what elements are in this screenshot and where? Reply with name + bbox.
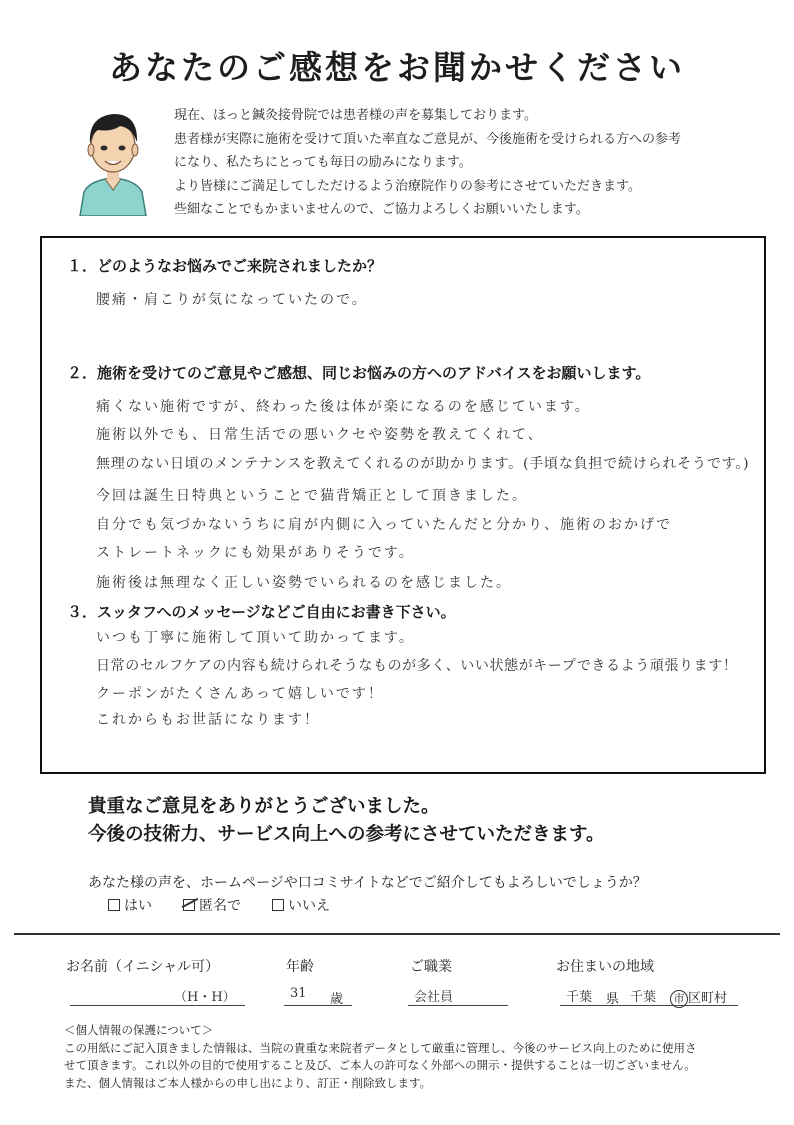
staff-portrait-illustration bbox=[72, 106, 154, 216]
intro-line: 患者様が実際に施術を受けて頂いた率直なご意見が、今後施術を受けられる方への参考 bbox=[174, 131, 682, 147]
city-unit-rest: 区町村 bbox=[688, 991, 728, 1006]
prefecture-unit: 県 bbox=[606, 992, 620, 1007]
consent-option-anonymous[interactable] bbox=[183, 895, 241, 915]
checked-checkbox-icon[interactable] bbox=[183, 899, 195, 911]
answer-2-line: 今回は誕生日特典ということで猫背矯正として頂きました。 bbox=[96, 488, 528, 504]
answer-1: 腰痛・肩こりが気になっていたので。 bbox=[96, 292, 368, 308]
consent-option-yes[interactable] bbox=[108, 895, 152, 915]
area-underline bbox=[560, 1005, 738, 1006]
name-label: お名前（イニシャル可） bbox=[66, 959, 220, 975]
privacy-line: この用紙にご記入頂きました情報は、当院の貴重な来院者データとして厳重に管理し、今後のサービス向上のために使用さ bbox=[64, 1040, 697, 1055]
answer-2-line: 施術後は無理なく正しい姿勢でいられるのを感じました。 bbox=[96, 575, 512, 591]
thanks-line: 貴重なご意見をありがとうございました。 bbox=[88, 796, 440, 817]
privacy-line: また、個人情報はご本人様からの申し出により、訂正・削除致します。 bbox=[64, 1075, 432, 1090]
section-divider bbox=[14, 933, 780, 935]
answer-2-line: 自分でも気づかないうちに肩が内側に入っていたんだと分かり、施術のおかげで bbox=[96, 517, 672, 533]
answer-3-line: これからもお世話になります！ bbox=[96, 712, 320, 728]
job-underline bbox=[408, 1005, 508, 1006]
thanks-line: 今後の技術力、サービス向上への参考にさせていただきます。 bbox=[88, 824, 605, 845]
answer-3-line: クーポンがたくさんあって嬉しいです！ bbox=[96, 686, 384, 702]
intro-line: 些細なことでもかまいませんので、ご協力よろしくお願いいたします。 bbox=[174, 202, 589, 218]
checkbox-icon[interactable] bbox=[108, 899, 120, 911]
name-value[interactable]: （H・H） bbox=[174, 990, 236, 1005]
intro-text bbox=[174, 104, 764, 222]
consent-option-label: 匿名で bbox=[199, 898, 241, 914]
consent-option-no[interactable] bbox=[272, 895, 330, 915]
area-label: お住まいの地域 bbox=[556, 959, 654, 975]
age-unit: 歳 bbox=[330, 992, 344, 1007]
consent-option-label: はい bbox=[124, 898, 152, 914]
age-label: 年齢 bbox=[286, 959, 314, 975]
question-2: ２．施術を受けてのご意見やご感想、同じお悩みの方へのアドバイスをお願いします。 bbox=[67, 364, 651, 382]
intro-line: 現在、ほっと鍼灸接骨院では患者様の声を募集しております。 bbox=[174, 108, 537, 123]
job-value[interactable]: 会社員 bbox=[414, 990, 454, 1005]
answer-2-line: 無理のない日頃のメンテナンスを教えてくれるのが助かります。(手頃な負担で続けられそうです。) bbox=[96, 456, 750, 472]
age-value[interactable]: 31 bbox=[290, 986, 307, 1001]
question-3: ３．スッタフへのメッセージなどご自由にお書き下さい。 bbox=[67, 603, 456, 621]
circled-city-unit: 市 bbox=[670, 990, 688, 1008]
job-label: ご職業 bbox=[410, 959, 452, 975]
privacy-line: せて頂きます。これ以外の目的で使用すること及び、ご本人の許可なく外部への開示・提供することは一切ございません。 bbox=[64, 1058, 696, 1072]
answer-3-line: 日常のセルフケアの内容も続けられそうなものが多く、いい状態がキープできるよう頑張ります！ bbox=[96, 658, 738, 674]
name-underline bbox=[70, 1005, 245, 1006]
privacy-line: ＜個人情報の保護について＞ bbox=[64, 1023, 214, 1037]
prefecture-value[interactable]: 千葉 bbox=[566, 990, 593, 1005]
question-1: １．どのようなお悩みでご来院されましたか？ bbox=[67, 257, 383, 275]
intro-line: になり、私たちにとっても毎日の励みになります。 bbox=[174, 155, 472, 171]
privacy-notice bbox=[64, 1022, 764, 1092]
age-underline bbox=[284, 1005, 352, 1006]
checkbox-icon[interactable] bbox=[272, 899, 284, 911]
answer-2-line: 痛くない施術ですが、終わった後は体が楽になるのを感じています。 bbox=[96, 399, 591, 415]
consent-option-label: いいえ bbox=[288, 898, 330, 914]
page-title: あなたのご感想をお聞かせください bbox=[109, 48, 685, 87]
answer-2-line: 施術以外でも、日常生活での悪いクセや姿勢を教えてくれて、 bbox=[96, 427, 544, 443]
answer-3-line: いつも丁寧に施術して頂いて助かってます。 bbox=[96, 630, 415, 646]
answer-2-line: ストレートネックにも効果がありそうです。 bbox=[96, 545, 415, 561]
consent-question: あなた様の声を、ホームページや口コミサイトなどでご紹介してもよろしいでしょうか？ bbox=[88, 875, 647, 891]
city-value[interactable]: 千葉 bbox=[630, 990, 657, 1005]
intro-line: より皆様にご満足してしただけるよう治療院作りの参考にさせていただきます。 bbox=[174, 178, 641, 194]
